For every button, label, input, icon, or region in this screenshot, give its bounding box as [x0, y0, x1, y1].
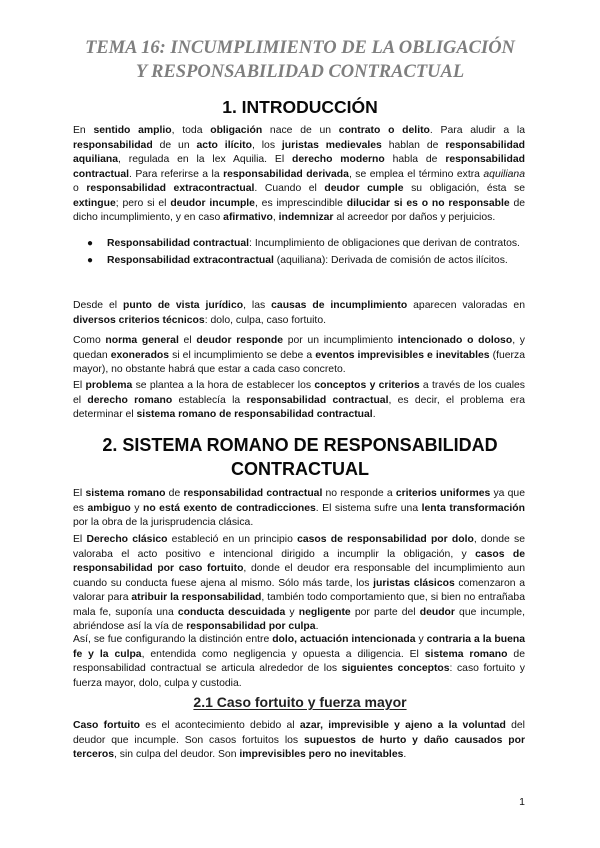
list-item [73, 237, 525, 252]
document-title [40, 36, 560, 84]
paragraph-intro-1: En sentido amplio, toda obligación nace de un contrato o delito. Para aludir a la responsabilidad de un acto ilícito, los juristas medievales hablan de responsabilidad aquiliana, regulada en la lex Aquilia. El derecho moderno habla de responsabilidad contractual. Para referirse a la responsabilidad derivada, se emplea el término extra aquiliana o responsabilidad extracontractual. Cuando el deudor cumple su obligación, ésta se extingue; pero si el deudor incumple, es imprescindible dilucidar si es o no responsable de dicho incumplimiento, y en caso afirmativo, indemnizar al acreedor por daños y perjuicios. [73, 125, 526, 223]
paragraph-intro-2: Desde el punto de vista jurídico, las causas de incumplimiento aparecen valoradas en diversos criterios técnicos: dolo, culpa, caso fortuito. [73, 300, 525, 326]
paragraph-sistema-3: Así, se fue configurando la distinción entre dolo, actuación intencionada y contraria a la buena fe y la culpa, entendida como negligencia y opuesta a diligencia. El sistema romano de responsabilidad contractual se articula alrededor de los siguientes conceptos: caso fortuito y fuerza mayor, dolo, culpa y custodia. [73, 634, 525, 689]
bullet-icon: ● [87, 238, 94, 249]
paragraph-sistema-2: El Derecho clásico estableció en un principio casos de responsabilidad por dolo, donde se valoraba el acto positivo e intencional dirigido a incumplir la obligación, y casos de responsabilidad por caso fortuito, donde el deudor era responsable del incumplimiento aun cuando su conducta fuese ajena al mismo. Sólo más tarde, los juristas clásicos comenzaron a valorar para atribuir la responsabilidad, también todo comportamiento que, si bien no entrañaba mala fe, suponía una conducta descuidada y negligente por parte del deudor que incumple, abriéndose así la vía de responsabilidad por culpa. [73, 534, 525, 632]
list-item [73, 254, 525, 269]
paragraph-intro-4: El problema se plantea a la hora de establecer los conceptos y criterios a través de los cuales el derecho romano establecía la responsabilidad contractual, es decir, el problema era determinar el sistema romano de responsabilidad contractual. [73, 380, 525, 420]
bullet-icon: ● [87, 254, 94, 266]
section-heading-sistema-romano: 2. SISTEMA ROMANO DE RESPONSABILIDAD CONTRACTUAL [102, 435, 498, 479]
responsibility-types-list [73, 237, 525, 270]
paragraph-intro-3: Como norma general el deudor responde por un incumplimiento intencionado o doloso, y quedan exonerados si el incumplimiento se debe a eventos imprevisibles e inevitables (fuerza mayor), no obstante habrá que estar a cada caso concreto. [73, 335, 525, 375]
section-heading-introduccion: 1. INTRODUCCIÓN [222, 97, 378, 117]
title-line-1: TEMA 16: INCUMPLIMIENTO DE LA OBLIGACIÓN [85, 38, 515, 58]
title-line-2: Y RESPONSABILIDAD CONTRACTUAL [135, 62, 465, 82]
list-item-text: Responsabilidad contractual: Incumplimiento de obligaciones que derivan de contratos. [107, 238, 520, 249]
list-item-text: Responsabilidad extracontractual (aquiliana): Derivada de comisión de actos ilícitos. [107, 254, 508, 266]
paragraph-caso-fortuito: Caso fortuito es el acontecimiento debido al azar, imprevisible y ajeno a la voluntad del deudor que incumple. Son casos fortuitos los supuestos de hurto y daño causados por terceros, sin culpa del deudor. Son imprevisibles pero no inevitables. [73, 720, 525, 760]
page-number: 1 [519, 796, 525, 808]
subsection-heading-caso-fortuito: 2.1 Caso fortuito y fuerza mayor [193, 694, 407, 710]
paragraph-sistema-1: El sistema romano de responsabilidad contractual no responde a criterios uniformes ya que es ambiguo y no está exento de contradicciones. El sistema sufre una lenta transformación por la obra de la jurisprudencia clásica. [73, 488, 525, 528]
